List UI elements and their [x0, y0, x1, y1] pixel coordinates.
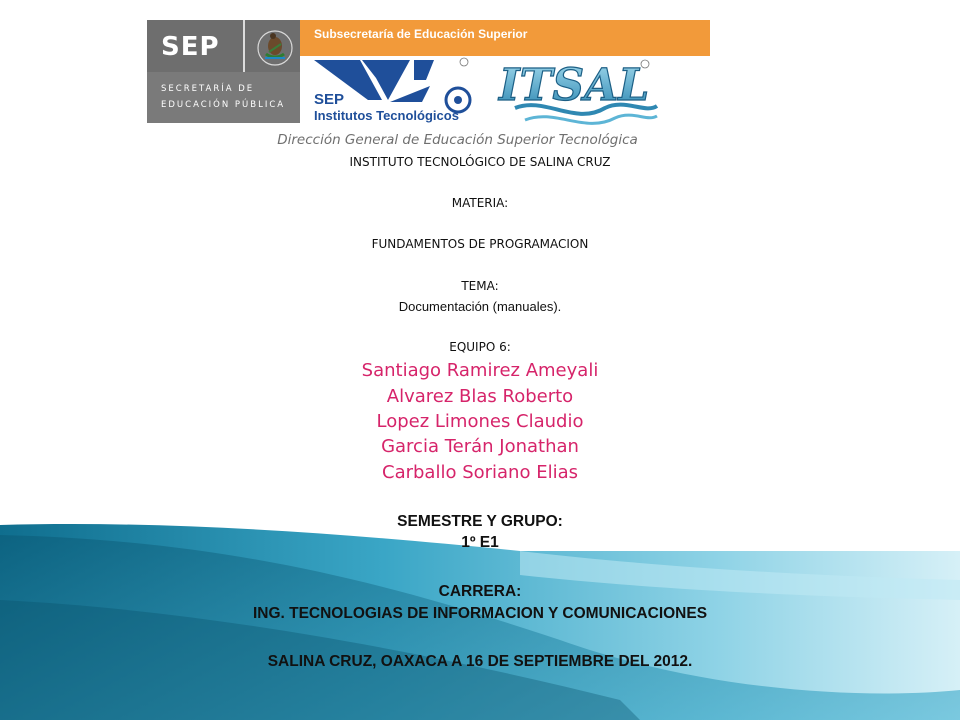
sep-logo-block [147, 20, 300, 123]
carrera-label: CARRERA: [438, 583, 522, 600]
semestre-value: 1º E1 [461, 534, 499, 551]
institutos-tecnologicos-logo [310, 56, 490, 124]
member-name: Alvarez Blas Roberto [386, 386, 574, 407]
itsal-logo [495, 56, 660, 130]
member-name: Lopez Limones Claudio [376, 411, 584, 432]
lugar-fecha: SALINA CRUZ, OAXACA A 16 DE SEPTIEMBRE DEL 2012. [267, 653, 693, 670]
svg-text:Institutos Tecnológicos: Institutos Tecnológicos [314, 108, 459, 123]
svg-text:ITSAL: ITSAL [499, 60, 650, 111]
tema-value: Documentación (manuales). [398, 299, 562, 314]
semestre-label: SEMESTRE Y GRUPO: [397, 513, 563, 530]
sep-subtitle-1: SECRETARÍA DE [161, 84, 255, 94]
member-name: Garcia Terán Jonathan [381, 436, 579, 457]
subsecretaria-bar [300, 20, 710, 56]
member-name: Carballo Soriano Elias [382, 462, 578, 483]
sep-wordmark: SEP [161, 32, 220, 62]
materia-value: FUNDAMENTOS DE PROGRAMACION [371, 237, 589, 251]
dgest-text: Dirección General de Educación Superior Tecnológica [277, 132, 638, 148]
equipo-label: EQUIPO 6: [449, 340, 511, 354]
member-name: Santiago Ramirez Ameyali [361, 360, 599, 381]
subsecretaria-label: Subsecretaría de Educación Superior [314, 27, 528, 41]
tema-label: TEMA: [461, 279, 499, 293]
sep-subtitle-2: EDUCACIÓN PÚBLICA [161, 100, 286, 110]
sep-logo-top [147, 20, 300, 72]
dgest-title [0, 132, 960, 148]
svg-text:SEP: SEP [314, 91, 345, 108]
carrera-value: ING. TECNOLOGIAS DE INFORMACION Y COMUNICACIONES [252, 605, 708, 622]
institute-name: INSTITUTO TECNOLÓGICO DE SALINA CRUZ [349, 155, 611, 169]
mexico-coat-of-arms-icon [253, 24, 297, 68]
materia-label: MATERIA: [451, 196, 509, 210]
sep-divider [243, 20, 245, 72]
